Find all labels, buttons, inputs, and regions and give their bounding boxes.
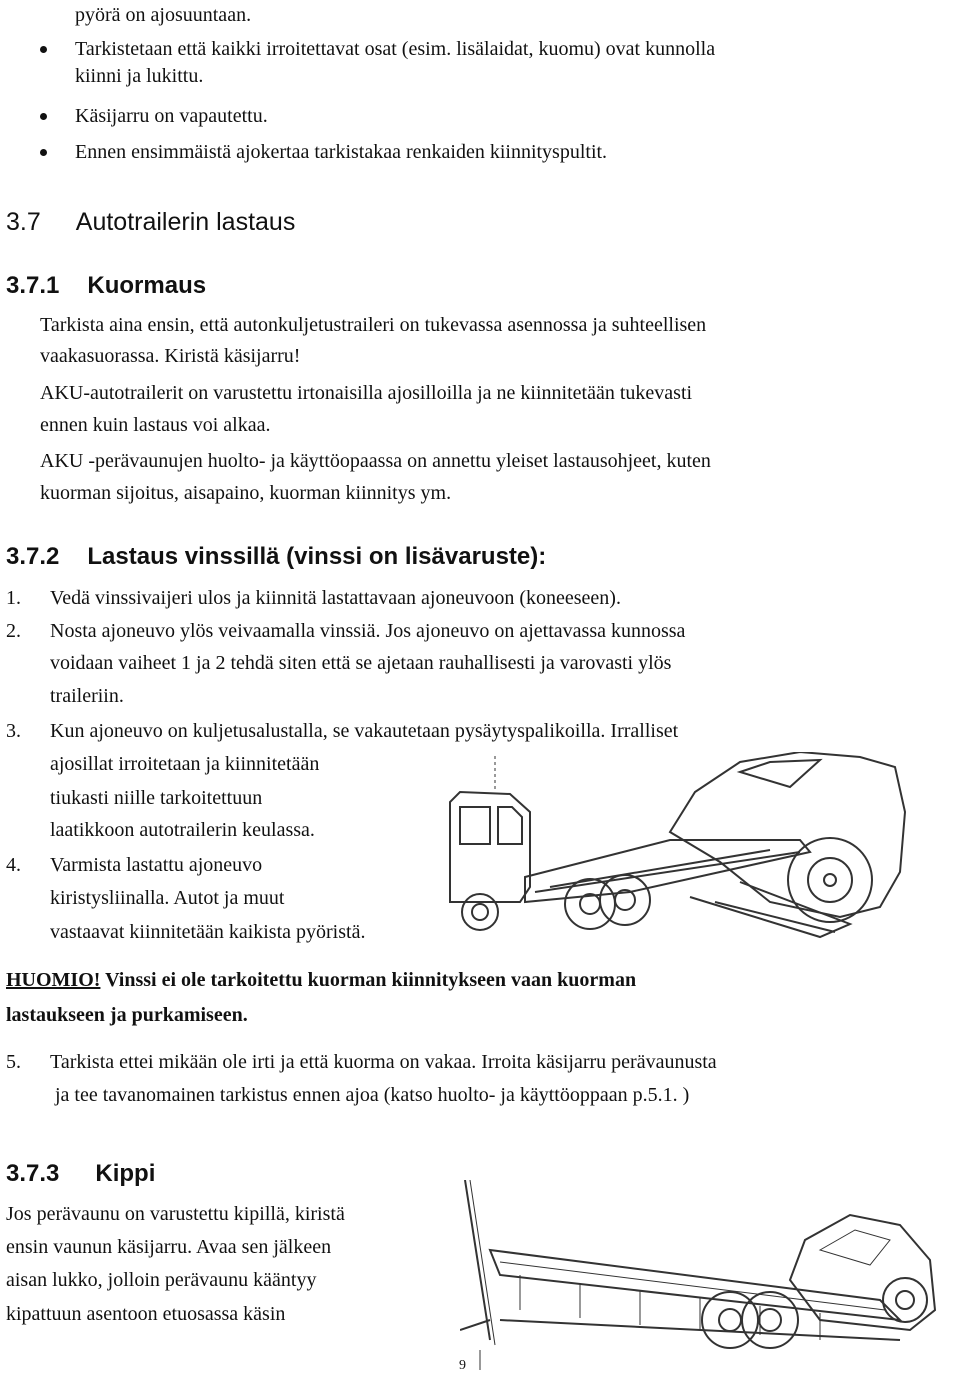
section-title: Kuormaus <box>87 272 207 299</box>
section-heading-3-7 <box>6 207 295 237</box>
section-number: 3.7.1 <box>6 272 60 299</box>
bullet-1-line-2: kiinni ja lukittu. <box>75 65 204 87</box>
kuormaus-line-4: ennen kuin lastaus voi alkaa. <box>40 414 271 436</box>
warning-line-1 <box>6 968 636 992</box>
step-3-line-2: ajosillat irroitetaan ja kiinnitetään <box>50 753 320 775</box>
bullet-icon <box>40 113 47 120</box>
warning-line-2: lastaukseen ja purkamiseen. <box>6 1004 248 1026</box>
bullet-1-line-1: Tarkistetaan että kaikki irroitettavat osat (esim. lisälaidat, kuomu) ovat kunnolla <box>75 38 716 60</box>
kuormaus-line-2: vaakasuorassa. Kiristä käsijarru! <box>40 345 301 367</box>
step-4-number: 4. <box>6 854 21 876</box>
step-3-line-4: laatikkoon autotrailerin keulassa. <box>50 819 315 841</box>
step-2-line-2: voidaan vaiheet 1 ja 2 tehdä siten että se ajetaan rauhallisesti ja varovasti ylös <box>50 652 672 674</box>
kuormaus-line-6: kuorman sijoitus, aisapaino, kuorman kiinnitys ym. <box>40 482 452 504</box>
section-heading-3-7-3 <box>6 1160 155 1188</box>
step-4-line-2: kiristysliinalla. Autot ja muut <box>50 887 285 909</box>
step-4-line-3: vastaavat kiinnitetään kaikista pyöristä. <box>50 921 366 943</box>
step-5-line-1: Tarkista ettei mikään ole irti ja että kuorma on vakaa. Irroita käsijarru perävaunusta <box>50 1051 717 1073</box>
step-5-number: 5. <box>6 1051 21 1073</box>
step-3-number: 3. <box>6 720 21 742</box>
warning-text-1: Vinssi ei ole tarkoitettu kuorman kiinnitykseen vaan kuorman <box>100 969 637 991</box>
section-number: 3.7.3 <box>6 1160 60 1187</box>
step-3-line-3: tiukasti niille tarkoitettuun <box>50 787 263 809</box>
step-5-line-2: ja tee tavanomainen tarkistus ennen ajoa (katso huolto- ja käyttöoppaan p.5.1. ) <box>55 1084 690 1106</box>
bullet-icon <box>40 46 47 53</box>
warning-label: HUOMIO! <box>6 969 101 991</box>
step-1-number: 1. <box>6 587 21 609</box>
kippi-line-1: Jos perävaunu on varustettu kipillä, kiristä <box>6 1203 345 1225</box>
kuormaus-line-1: Tarkista aina ensin, että autonkuljetustraileri on tukevassa asennossa ja suhteellisen <box>40 314 707 336</box>
page-number: 9 <box>459 1358 466 1373</box>
step-2-line-3: traileriin. <box>50 685 124 707</box>
bullet-icon <box>40 149 47 156</box>
section-title: Lastaus vinssillä (vinssi on lisävaruste): <box>87 543 547 570</box>
intro-continuation: pyörä on ajosuuntaan. <box>75 4 252 26</box>
section-number: 3.7.2 <box>6 543 60 570</box>
section-heading-3-7-1 <box>6 272 206 300</box>
section-title: Kippi <box>95 1160 156 1187</box>
step-4-line-1: Varmista lastattu ajoneuvo <box>50 854 263 876</box>
loading-illustration <box>440 752 910 962</box>
section-title: Autotrailerin lastaus <box>75 208 296 236</box>
step-2-number: 2. <box>6 620 21 642</box>
section-heading-3-7-2 <box>6 543 546 571</box>
kippi-line-3: aisan lukko, jolloin perävaunu kääntyy <box>6 1269 317 1291</box>
section-number: 3.7 <box>6 208 41 236</box>
bullet-3: Ennen ensimmäistä ajokertaa tarkistakaa renkaiden kiinnityspultit. <box>75 141 608 163</box>
step-1-line-1: Vedä vinssivaijeri ulos ja kiinnitä lastattavaan ajoneuvoon (koneeseen). <box>50 587 621 609</box>
kippi-line-4: kipattuun asentoon etuosassa käsin <box>6 1303 286 1325</box>
kippi-line-2: ensin vaunun käsijarru. Avaa sen jälkeen <box>6 1236 332 1258</box>
kuormaus-line-5: AKU -perävaunujen huolto- ja käyttöopaassa on annettu yleiset lastausohjeet, kuten <box>40 450 711 472</box>
step-2-line-1: Nosta ajoneuvo ylös veivaamalla vinssiä. Jos ajoneuvo on ajettavassa kunnossa <box>50 620 686 642</box>
kuormaus-line-3: AKU-autotrailerit on varustettu irtonaisilla ajosilloilla ja ne kiinnitetään tukevasti <box>40 382 693 404</box>
tipping-trailer-illustration <box>460 1180 940 1370</box>
bullet-2: Käsijarru on vapautettu. <box>75 105 268 127</box>
step-3-line-1: Kun ajoneuvo on kuljetusalustalla, se vakautetaan pysäytyspalikoilla. Irralliset <box>50 720 679 742</box>
